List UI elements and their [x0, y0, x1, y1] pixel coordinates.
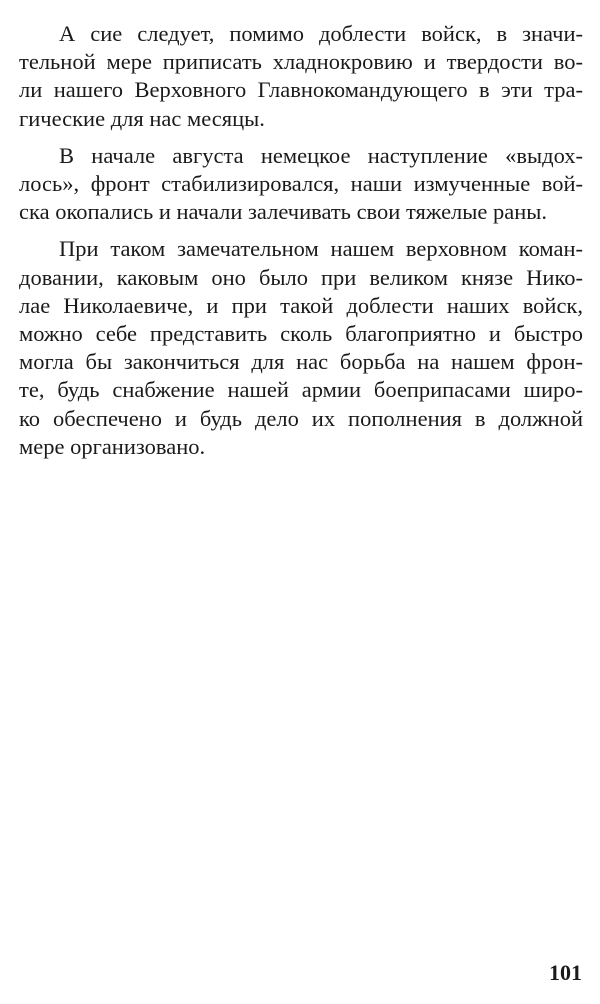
- text-line: лось», фронт стабилизировался, наши измученные вой-: [19, 171, 583, 197]
- text-line: мере организовано.: [19, 433, 206, 459]
- page-number: 101: [549, 960, 582, 985]
- paragraph: [19, 20, 583, 133]
- text-line: могла бы закончиться для нас борьба на нашем фрон-: [19, 349, 583, 375]
- paragraph: [19, 235, 583, 461]
- text-line: ли нашего Верховного Главнокомандующего в эти тра-: [19, 77, 583, 103]
- text-line: При таком замечательном нашем верховном коман-: [59, 236, 583, 262]
- text-line: тельной мере приписать хладнокровию и твердости во-: [19, 49, 583, 75]
- text-line: А сие следует, помимо доблести войск, в значи-: [59, 21, 583, 46]
- text-line: ко обеспечено и будь дело их пополнения в должной: [19, 405, 583, 431]
- text-line: лае Николаевиче, и при такой доблести наших войск,: [19, 292, 583, 318]
- text-line: довании, каковым оно было при великом князе Нико-: [19, 264, 583, 290]
- text-line: те, будь снабжение нашей армии боеприпасами широ-: [19, 377, 583, 403]
- paragraph: [19, 142, 583, 227]
- text-line: В начале августа немецкое наступление «выдох-: [59, 142, 583, 168]
- body-text: [19, 20, 583, 470]
- text-line: ска окопались и начали залечивать свои тяжелые раны.: [19, 199, 548, 225]
- text-line: гические для нас месяцы.: [19, 105, 265, 131]
- text-line: можно себе представить сколь благоприятно и быстро: [19, 321, 583, 347]
